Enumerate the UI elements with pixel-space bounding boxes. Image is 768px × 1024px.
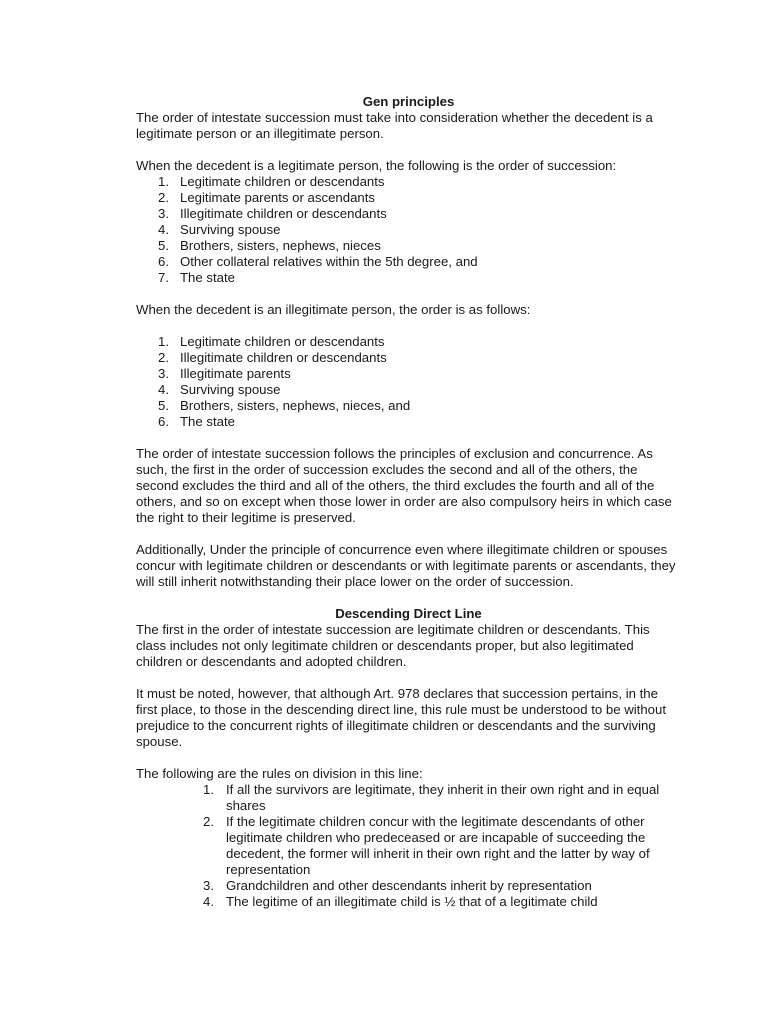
list-item: 6. Other collateral relatives within the 5th degree, and (158, 254, 478, 269)
heading-descending-direct-line: Descending Direct Line (335, 606, 482, 621)
list-item: 4. Surviving spouse (158, 222, 281, 237)
descending-paragraph-1: The first in the order of intestate succession are legitimate children or descendants. This class includes not only legitimate children or descendants proper, but also legitimated children or descendants and adopted children. (136, 622, 650, 669)
list-item: 7. The state (158, 270, 235, 285)
list-item: 3. Illegitimate children or descendants (158, 206, 387, 221)
list-item: 2. Legitimate parents or ascendants (158, 190, 375, 205)
list-item: 6. The state (158, 414, 235, 429)
exclusion-paragraph: The order of intestate succession follows the principles of exclusion and concurrence. As such, the first in the order of succession excludes the second and all of the others, the second excludes the third and all of the others, the third excludes the fourth and all of the others, and so on except when those lower in order are also compulsory heirs in which case the right to their legitime is preserved. (136, 446, 672, 525)
legitimate-intro: When the decedent is a legitimate person, the following is the order of succession: (136, 158, 617, 173)
list-item: 4. The legitime of an illegitimate child is ½ that of a legitimate child (203, 894, 598, 909)
legitimate-order-list (136, 174, 681, 286)
list-item: 3. Illegitimate parents (158, 366, 291, 381)
heading-gen-principles: Gen principles (362, 94, 455, 109)
descending-paragraph-2: It must be noted, however, that although Art. 978 declares that succession pertains, in the first place, to those in the descending direct line, this rule must be understood to be without prejudice to the concurrent rights of illegitimate children or descendants and the surviving spouse. (136, 686, 667, 749)
list-item: 4. Surviving spouse (158, 382, 281, 397)
rules-intro: The following are the rules on division in this line: (136, 766, 423, 781)
rules-list (136, 782, 681, 910)
list-item: 3. Grandchildren and other descendants inherit by representation (203, 878, 592, 893)
list-item: 1. Legitimate children or descendants (158, 174, 385, 189)
list-item: 5. Brothers, sisters, nephews, nieces (158, 238, 381, 253)
list-item: 1. Legitimate children or descendants (158, 334, 385, 349)
list-item: 2. If the legitimate children concur with the legitimate descendants of other legitimate children who predeceased or are incapable of succeeding the decedent, the former will inherit in their own right and the latter by way of representation (203, 814, 650, 877)
list-item: 2. Illegitimate children or descendants (158, 350, 387, 365)
list-item: 1. If all the survivors are legitimate, they inherit in their own right and in equal shares (203, 782, 660, 813)
illegitimate-intro: When the decedent is an illegitimate person, the order is as follows: (136, 302, 531, 317)
concurrence-paragraph: Additionally, Under the principle of concurrence even where illegitimate children or spouses concur with legitimate children or descendants or with legitimate parents or ascendants, they will still inherit notwithstanding their place lower on the order of succession. (136, 542, 676, 589)
intro-paragraph: The order of intestate succession must take into consideration whether the decedent is a legitimate person or an illegitimate person. (136, 110, 653, 141)
illegitimate-order-list (136, 334, 681, 430)
document-page (136, 94, 681, 910)
list-item: 5. Brothers, sisters, nephews, nieces, and (158, 398, 411, 413)
